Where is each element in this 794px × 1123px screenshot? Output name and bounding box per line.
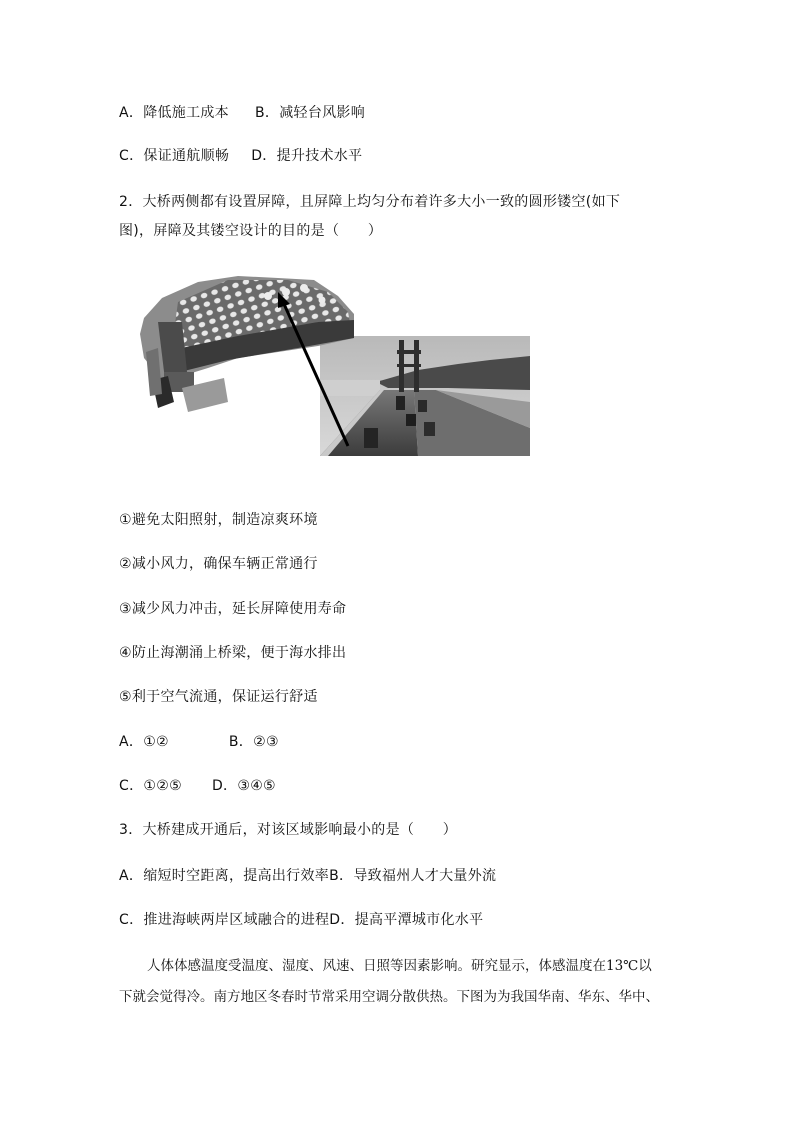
q2-option-d-letter: D． bbox=[211, 778, 238, 794]
q1-option-c-letter: C． bbox=[119, 148, 144, 164]
q3-options-row-cd bbox=[119, 910, 483, 930]
q3-option-b-text: 导致福州人才大量外流 bbox=[353, 868, 497, 884]
q3-option-a-text: 缩短时空距离，提高出行效率 bbox=[143, 868, 330, 884]
q2-stem-line-1: 2．大桥两侧都有设置屏障，且屏障上均匀分布着许多大小一致的圆形镂空(如下 bbox=[119, 194, 621, 210]
q1-options-row-cd bbox=[119, 146, 362, 166]
q3-option-d-letter: D． bbox=[329, 912, 355, 928]
q1-option-b-letter: B． bbox=[255, 105, 280, 121]
bridge-barrier-figure bbox=[118, 262, 532, 458]
q2-statement-1: ①避免太阳照射，制造凉爽环境 bbox=[119, 512, 318, 528]
q1-option-b-text: 减轻台风影响 bbox=[279, 105, 366, 121]
passage-line-1: 人体体感温度受温度、湿度、风速、日照等因素影响。研究显示，体感温度在13℃以 bbox=[147, 958, 652, 974]
q2-option-d-text: ③④⑤ bbox=[237, 778, 276, 794]
q3-option-d-text: 提高平潭城市化水平 bbox=[354, 912, 484, 928]
q2-option-b-text: ②③ bbox=[253, 734, 279, 750]
q2-option-c-text: ①②⑤ bbox=[143, 778, 182, 794]
q3-options-row-ab bbox=[119, 866, 496, 886]
q2-statement-2: ②减小风力，确保车辆正常通行 bbox=[119, 556, 318, 572]
q1-option-c-text: 保证通航顺畅 bbox=[143, 148, 230, 164]
q2-stem-line-2: 图)，屏障及其镂空设计的目的是（ ） bbox=[119, 223, 383, 239]
q2-option-a-letter: A． bbox=[119, 734, 144, 750]
q3-option-c-text: 推进海峡两岸区域融合的进程 bbox=[143, 912, 330, 928]
q1-option-d-letter: D． bbox=[251, 148, 277, 164]
q2-options-row-cd bbox=[119, 776, 276, 796]
bridge-barrier-photo bbox=[118, 262, 532, 458]
q2-statement-4: ④防止海潮涌上桥梁，便于海水排出 bbox=[119, 645, 347, 661]
q3-option-c-letter: C． bbox=[119, 912, 144, 928]
bridge-photo bbox=[320, 336, 530, 456]
q1-option-a-text: 降低施工成本 bbox=[143, 105, 229, 121]
passage-line-2: 下就会觉得冷。南方地区冬春时节常采用空调分散供热。下图为为我国华南、华东、华中、 bbox=[119, 989, 659, 1005]
q1-option-a-letter: A． bbox=[119, 105, 144, 121]
q3-option-a-letter: A． bbox=[119, 868, 144, 884]
q1-options-row-ab bbox=[119, 103, 365, 123]
q2-statement-5: ⑤利于空气流通，保证运行舒适 bbox=[119, 689, 318, 705]
q1-option-d-text: 提升技术水平 bbox=[276, 148, 363, 164]
q2-statement-3: ③减少风力冲击，延长屏障使用寿命 bbox=[119, 601, 347, 617]
q2-option-b-letter: B． bbox=[228, 734, 254, 750]
q2-option-a-text: ①② bbox=[143, 734, 169, 750]
q3-stem: 3．大桥建成开通后，对该区域影响最小的是（ ） bbox=[119, 822, 458, 838]
q2-option-c-letter: C． bbox=[119, 778, 144, 794]
q2-options-row-ab bbox=[119, 732, 279, 752]
q3-option-b-letter: B． bbox=[329, 868, 354, 884]
